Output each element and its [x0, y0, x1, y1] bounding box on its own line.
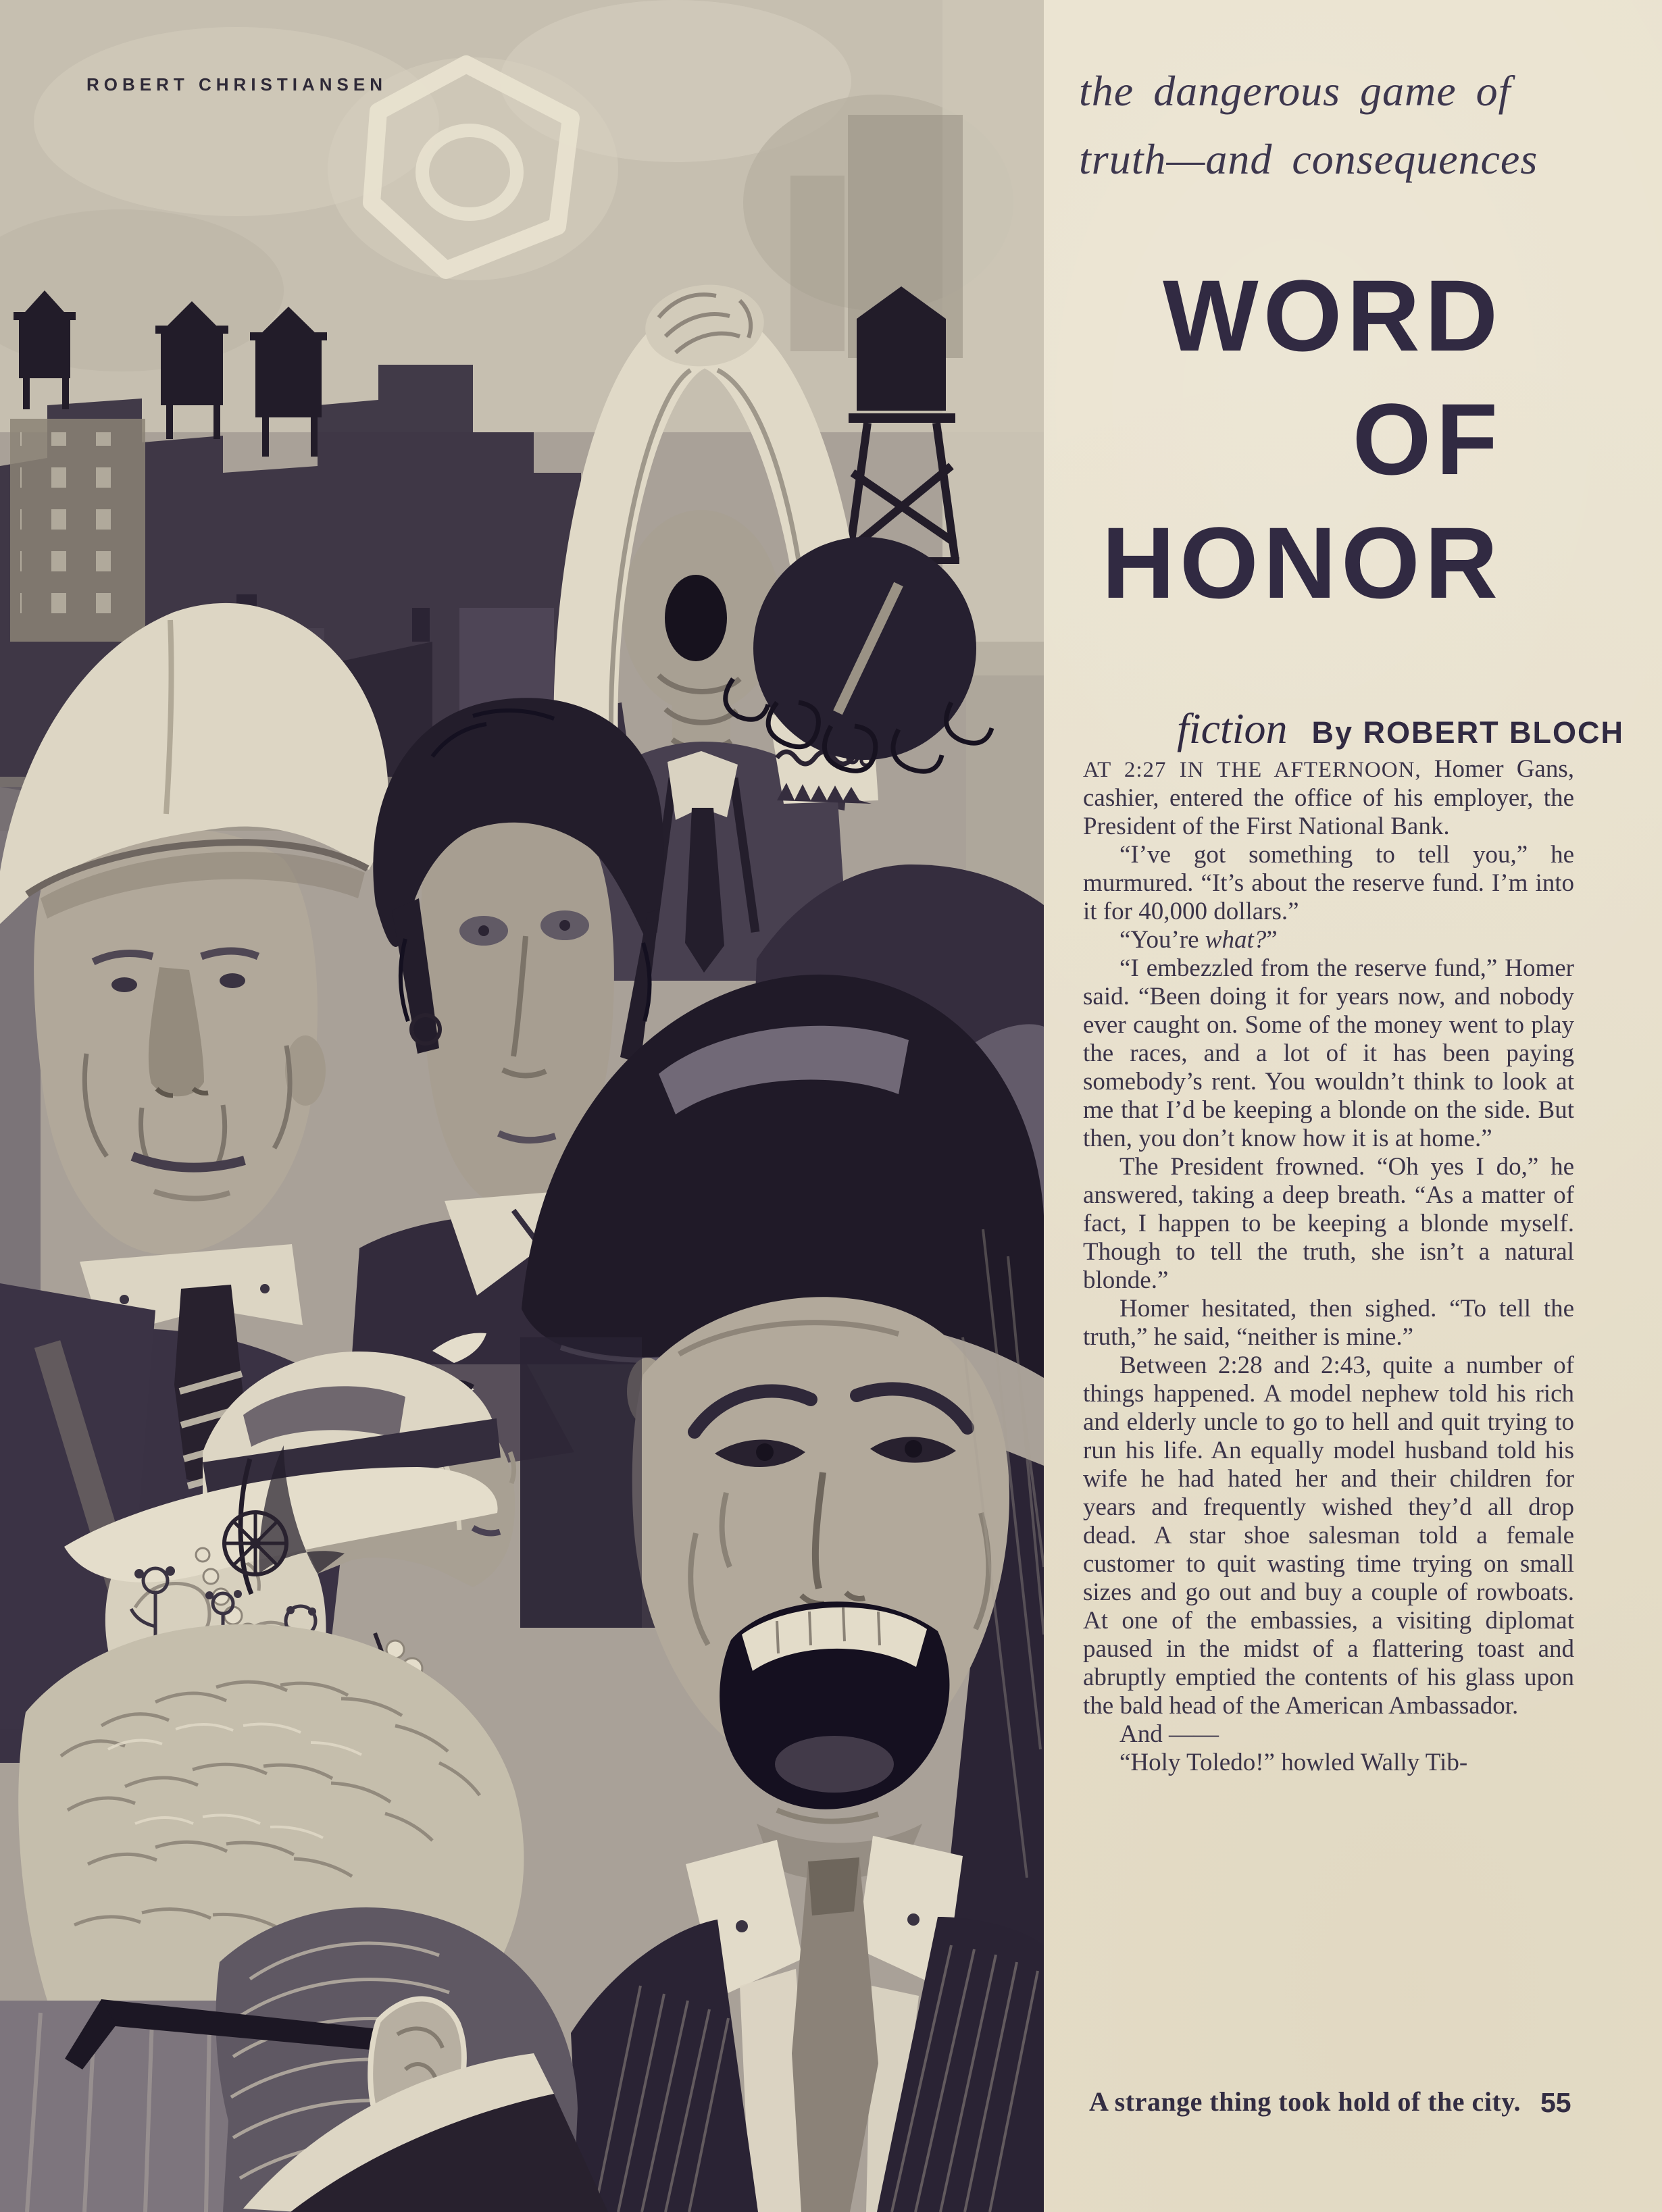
kicker-line-1: the dangerous game of: [1079, 67, 1511, 115]
kicker-line-2: truth—and consequences: [1079, 135, 1538, 183]
author-byline: By ROBERT BLOCH: [1311, 715, 1625, 750]
byline: [1177, 704, 1624, 754]
story-paragraph: And ——: [1119, 1720, 1219, 1748]
page-number: 55: [1540, 2087, 1571, 2118]
story-paragraph: AT 2:27 IN THE AFTERNOON, Homer Gans, cashier, entered the office of his employer, the President of the First National Bank.: [1083, 755, 1574, 840]
kicker: [1079, 57, 1606, 193]
genre-label: fiction: [1177, 704, 1288, 752]
artist-credit: ROBERT CHRISTIANSEN: [86, 74, 388, 95]
footer-caption: A strange thing took hold of the city.: [1089, 2086, 1521, 2117]
story-paragraph: “Holy Toledo!” howled Wally Tib-: [1119, 1749, 1468, 1776]
story-paragraph: Homer hesitated, then sighed. “To tell the truth,” he said, “neither is mine.”: [1083, 1295, 1574, 1351]
story-text: [1083, 755, 1574, 1777]
story-paragraph: The President frowned. “Oh yes I do,” he answered, taking a deep breath. “As a matter of fact, I happen to be keeping a blonde myself. Though to tell the truth, she isn’t a natural blonde.”: [1083, 1153, 1574, 1294]
story-paragraph: Between 2:28 and 2:43, quite a number of things happened. A model nephew told his rich and elderly uncle to go to hell and quit trying to run his life. An equally model husband told his wife he had hated her and their children for years and frequently wished they’d all drop dead. A star shoe salesman told a female customer to quit wasting time trying on small sizes and go out and buy a couple of rowboats. At one of the embassies, a visiting diplomat paused in the midst of a flattering toast and abruptly emptied the contents of his glass upon the bald head of the American Ambassador.: [1083, 1352, 1574, 1720]
title-line-honor: HONOR: [1101, 506, 1503, 619]
title-line-of: OF: [1352, 382, 1503, 496]
story-paragraph: “I’ve got something to tell you,” he murmured. “It’s about the reserve fund. I’m into it for 40,000 dollars.”: [1083, 841, 1574, 925]
story-paragraph: “You’re what?”: [1119, 926, 1278, 954]
story-title: [1013, 254, 1503, 625]
title-line-word: WORD: [1163, 259, 1503, 372]
story-paragraph: “I embezzled from the reserve fund,” Homer said. “Been doing it for years now, and nobody ever caught on. Some of the money went to play the races, and a lot of it has been paying somebody’s rent. You wouldn’t think to look at me that I’d be keeping a blonde on the side. But then, you don’t know how it is at home.”: [1083, 954, 1574, 1152]
